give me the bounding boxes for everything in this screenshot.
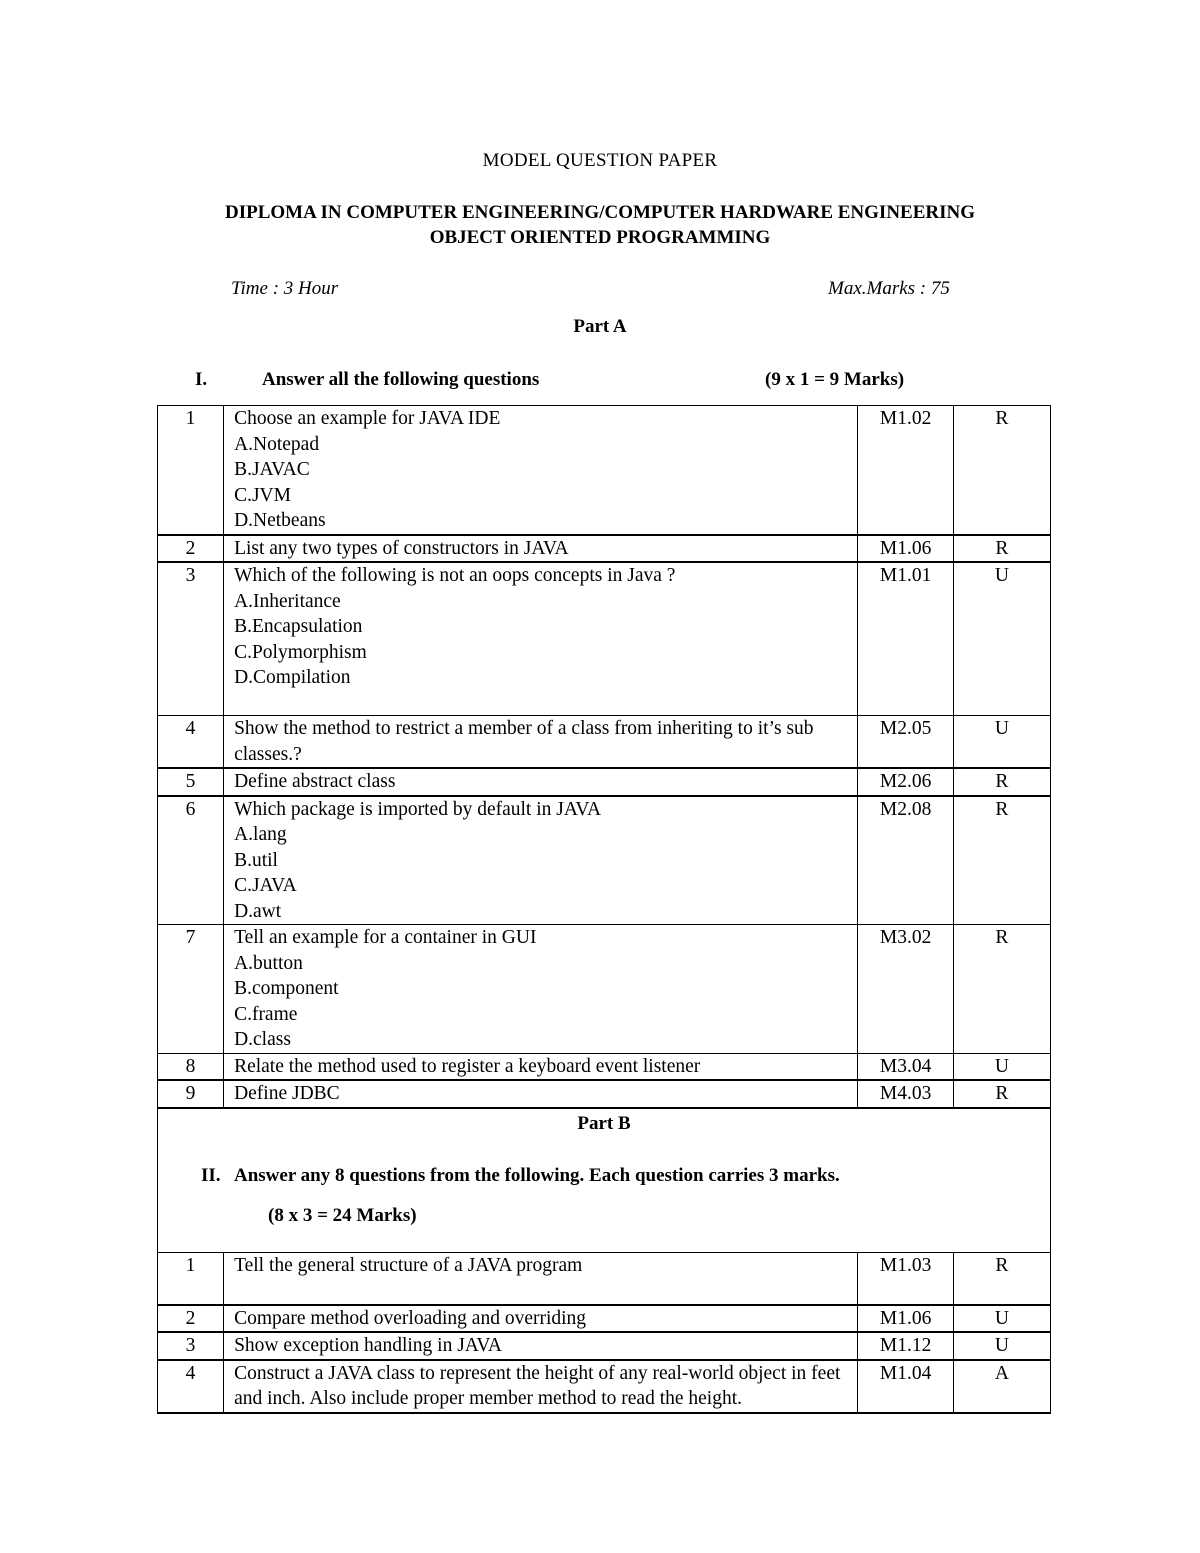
paper-title: MODEL QUESTION PAPER [482,150,718,171]
module-code: M2.05 [858,716,953,769]
question-text: Define abstract class [224,768,858,796]
question-text: Define JDBC [224,1080,858,1108]
part-b-header-row [158,1108,1051,1253]
part-a-roman: I. [195,369,208,390]
cognitive-level: R [953,768,1050,796]
question-text: Compare method overloading and overriding [224,1305,858,1333]
part-a-title: Part A [573,316,627,337]
module-code: M1.04 [858,1360,953,1413]
option: C.JAVA [234,875,297,896]
option: B.JAVAC [234,459,310,480]
question-number: 8 [158,1053,224,1080]
question-text: List any two types of constructors in JAVA [224,535,858,563]
question-number: 2 [158,535,224,563]
question-number: 1 [158,406,224,535]
option: C.frame [234,1003,298,1025]
module-code: M3.04 [858,1053,953,1080]
max-marks: Max.Marks : 75 [828,278,950,299]
question-text: Tell the general structure of a JAVA program [224,1252,858,1305]
question-stem: Tell an example for a container in GUI [234,927,537,948]
option: B.Encapsulation [234,616,363,637]
table-row [158,1053,1051,1080]
cognitive-level: R [953,1252,1050,1305]
table-row [158,1332,1051,1360]
table-row [158,925,1051,1054]
question-number: 2 [158,1305,224,1333]
table-row [158,562,1051,716]
cognitive-level: U [953,716,1050,769]
part-b-marks: (8 x 3 = 24 Marks) [268,1204,417,1226]
table-row [158,1360,1051,1413]
question-number: 6 [158,796,224,925]
part-a-instruction: Answer all the following questions [262,369,540,390]
table-row [158,1252,1051,1305]
question-number: 5 [158,768,224,796]
question-text: Relate the method used to register a keyboard event listener [224,1053,858,1080]
subject-name: OBJECT ORIENTED PROGRAMMING [429,227,771,248]
option: C.Polymorphism [234,641,367,663]
part-b-header [158,1108,1051,1253]
option: A.lang [234,824,287,845]
question-text: Show the method to restrict a member of a class from inheriting to it’s sub classes.? [224,716,858,769]
part-b-instruction: Answer any 8 questions from the following. Each question carries 3 marks. [234,1165,840,1186]
question-text [224,562,858,716]
cognitive-level: U [953,1053,1050,1080]
cognitive-level: U [953,562,1050,716]
table-row [158,796,1051,925]
table-row [158,535,1051,563]
option: A.Notepad [234,433,320,455]
table-row [158,768,1051,796]
question-number: 3 [158,562,224,716]
cognitive-level: U [953,1332,1050,1360]
cognitive-level: R [953,406,1050,535]
question-text [224,925,858,1054]
option: B.component [234,978,339,999]
question-stem: Which of the following is not an oops concepts in Java ? [234,565,676,586]
module-code: M1.03 [858,1252,953,1305]
module-code: M2.08 [858,796,953,925]
option: C.JVM [234,484,291,506]
question-number: 7 [158,925,224,1054]
question-number: 4 [158,1360,224,1413]
question-number: 9 [158,1080,224,1108]
course-name: DIPLOMA IN COMPUTER ENGINEERING/COMPUTER HARDWARE ENGINEERING [224,202,976,223]
part-b-instruction-line [158,1163,1050,1189]
option: B.util [234,849,278,871]
module-code: M1.02 [858,406,953,535]
module-code: M1.06 [858,535,953,563]
module-code: M4.03 [858,1080,953,1108]
question-text: Construct a JAVA class to represent the height of any real-world object in feet and inch. Also include proper member method to read the height. [224,1360,858,1413]
question-stem: Which package is imported by default in JAVA [234,798,602,820]
question-number: 4 [158,716,224,769]
table-row [158,716,1051,769]
option: D.Compilation [234,667,351,688]
question-table [157,405,1051,1414]
option: D.awt [234,900,282,922]
option: D.class [234,1029,291,1050]
question-text [224,796,858,925]
part-b-roman: II. [201,1165,221,1186]
cognitive-level: R [953,1080,1050,1108]
option: A.button [234,952,303,974]
module-code: M3.02 [858,925,953,1054]
exam-time: Time : 3 Hour [231,278,339,299]
table-row [158,406,1051,535]
question-text [224,406,858,535]
module-code: M1.12 [858,1332,953,1360]
cognitive-level: U [953,1305,1050,1333]
question-number: 3 [158,1332,224,1360]
cognitive-level: R [953,796,1050,925]
module-code: M1.06 [858,1305,953,1333]
module-code: M2.06 [858,768,953,796]
option: A.Inheritance [234,590,341,612]
table-row [158,1080,1051,1108]
option: D.Netbeans [234,510,326,531]
cognitive-level: R [953,925,1050,1054]
cognitive-level: R [953,535,1050,563]
part-a-marks: (9 x 1 = 9 Marks) [765,369,905,390]
part-b-title: Part B [577,1112,631,1134]
question-stem: Choose an example for JAVA IDE [234,408,501,429]
question-number: 1 [158,1252,224,1305]
question-text: Show exception handling in JAVA [224,1332,858,1360]
table-row [158,1305,1051,1333]
cognitive-level: A [953,1360,1050,1413]
module-code: M1.01 [858,562,953,716]
